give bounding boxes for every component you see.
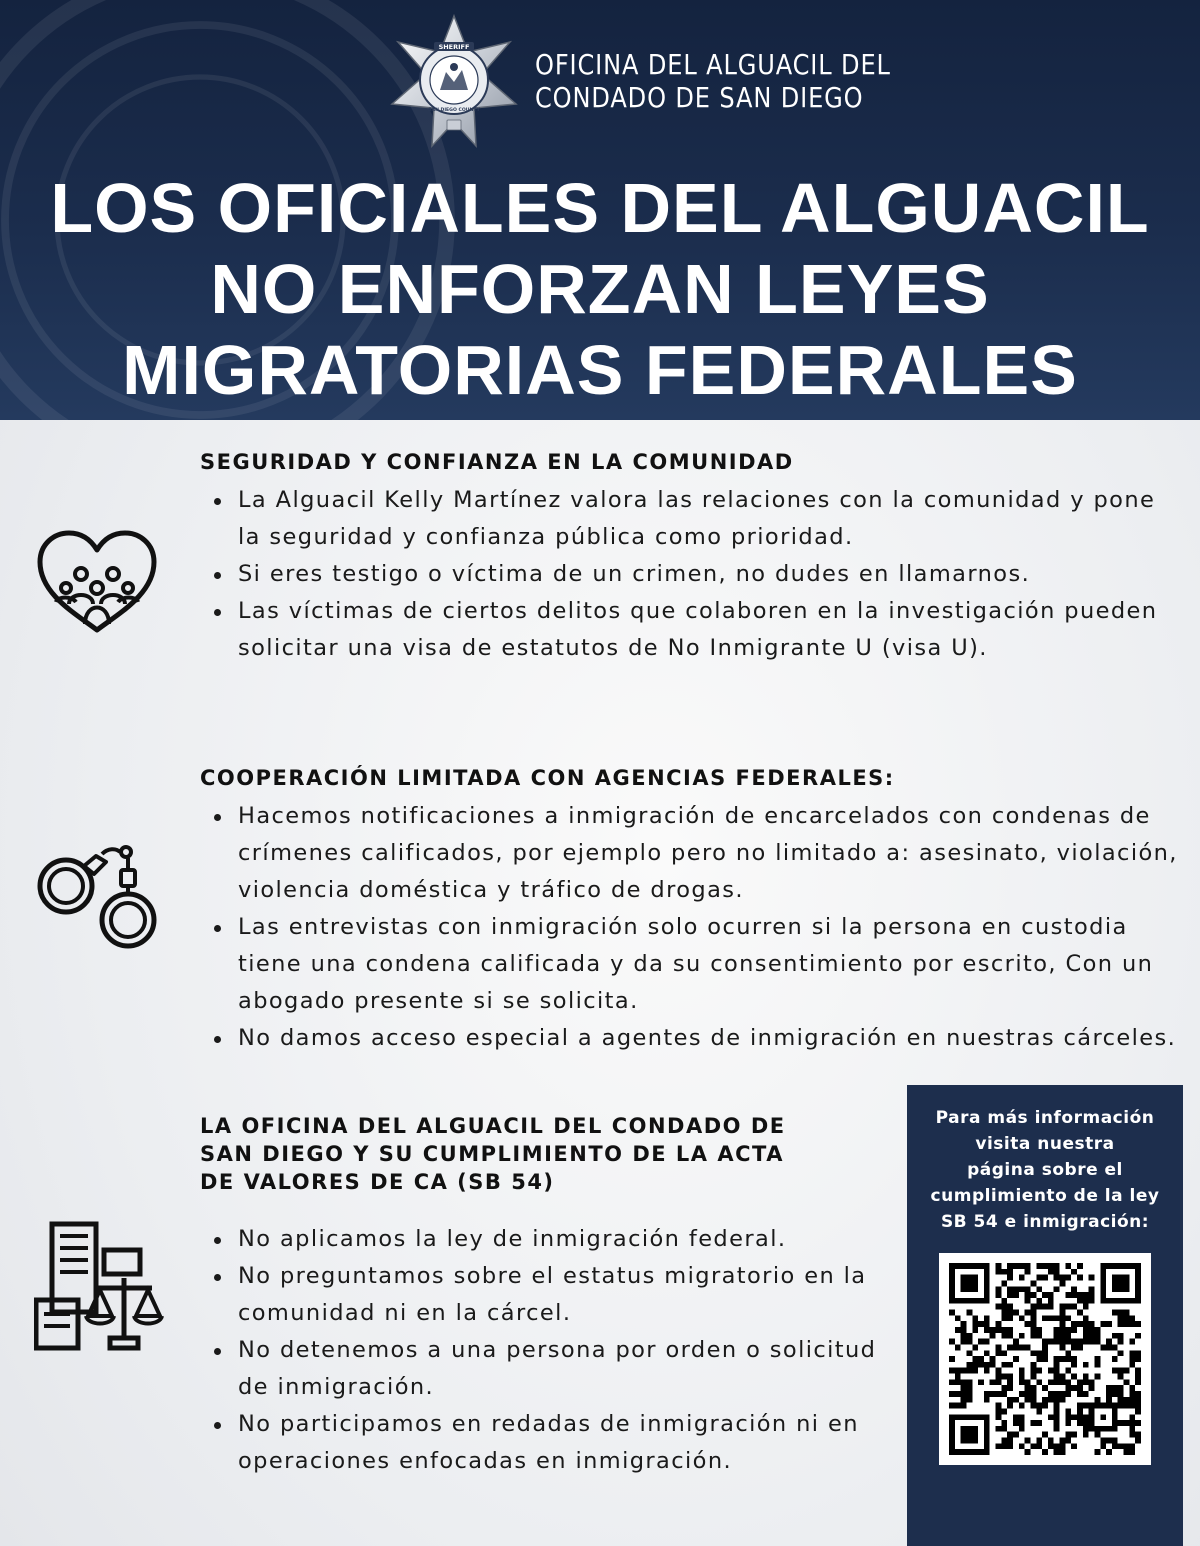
heading-line2: SAN DIEGO Y SU CUMPLIMIENTO DE LA ACTA: [200, 1142, 784, 1166]
handcuffs-icon: [36, 840, 162, 952]
office-name: [535, 48, 891, 114]
title-line3: MIGRATORIAS FEDERALES: [122, 331, 1078, 409]
office-name-line1: OFICINA DEL ALGUACIL DEL: [535, 48, 891, 81]
list-item: La Alguacil Kelly Martínez valora las relaciones con la comunidad y pone la seguridad y confianza pública como prioridad.: [200, 482, 1180, 556]
list-item: No detenemos a una persona por orden o solicitud de inmigración.: [200, 1332, 900, 1406]
qr-text-line5: SB 54 e inmigración:: [940, 1212, 1150, 1232]
list-item: Las entrevistas con inmigración solo ocurren si la persona en custodia tiene una condena calificada y da su consentimiento por escrito, Con un abogado presente si se solicita.: [200, 909, 1180, 1020]
list-item: No aplicamos la ley de inmigración federal.: [200, 1221, 900, 1258]
bullet-list: [200, 482, 1180, 667]
list-item: Hacemos notificaciones a inmigración de encarcelados con condenas de crímenes calificados, por ejemplo pero no limitado a: asesinato, violación, violencia doméstica y tráfico de drogas.: [200, 798, 1180, 909]
svg-text:SAN DIEGO COUNTY: SAN DIEGO COUNTY: [428, 108, 480, 113]
qr-panel-text: [907, 1105, 1183, 1235]
section-federal-cooperation: [200, 764, 1180, 1057]
svg-text:SHERIFF: SHERIFF: [438, 43, 470, 51]
office-name-line2: CONDADO DE SAN DIEGO: [535, 81, 864, 114]
qr-text-line1: Para más información: [935, 1108, 1155, 1128]
qr-text-line3: página sobre el: [967, 1160, 1123, 1180]
heading-line1: LA OFICINA DEL ALGUACIL DEL CONDADO DE: [200, 1114, 786, 1138]
list-item: No preguntamos sobre el estatus migratorio en la comunidad ni en la cárcel.: [200, 1258, 900, 1332]
page-title: [0, 168, 1200, 411]
sheriff-badge-icon: [384, 12, 524, 152]
section-heading: SEGURIDAD Y CONFIANZA EN LA COMUNIDAD: [200, 450, 794, 474]
qr-text-line2: visita nuestra: [975, 1134, 1115, 1154]
qr-text-line4: cumplimiento de la ley: [930, 1186, 1160, 1206]
bullet-list: [200, 1221, 900, 1480]
title-line1: LOS OFICIALES DEL ALGUACIL: [50, 169, 1150, 247]
list-item: Las víctimas de ciertos delitos que colaboren en la investigación pueden solicitar una visa de estatutos de No Inmigrante U (visa U).: [200, 593, 1180, 667]
section-community-safety: [200, 448, 1180, 667]
list-item: No participamos en redadas de inmigración ni en operaciones enfocadas en inmigración.: [200, 1406, 900, 1480]
section-heading: [200, 1112, 900, 1196]
section-sb54-compliance: [200, 1112, 900, 1480]
title-line2: NO ENFORZAN LEYES: [210, 250, 990, 328]
qr-code[interactable]: [939, 1253, 1151, 1465]
bullet-list: [200, 798, 1180, 1057]
qr-code-icon: [949, 1263, 1141, 1455]
heart-community-icon: [36, 530, 158, 634]
heading-line3: DE VALORES DE CA (SB 54): [200, 1170, 555, 1194]
list-item: Si eres testigo o víctima de un crimen, no dudes en llamarnos.: [200, 556, 1180, 593]
section-heading: COOPERACIÓN LIMITADA CON AGENCIAS FEDERALES:: [200, 766, 895, 790]
header-banner: [0, 0, 1200, 420]
list-item: No damos acceso especial a agentes de inmigración en nuestras cárceles.: [200, 1020, 1180, 1057]
law-documents-scales-icon: [34, 1220, 166, 1352]
qr-info-panel: [907, 1085, 1183, 1546]
